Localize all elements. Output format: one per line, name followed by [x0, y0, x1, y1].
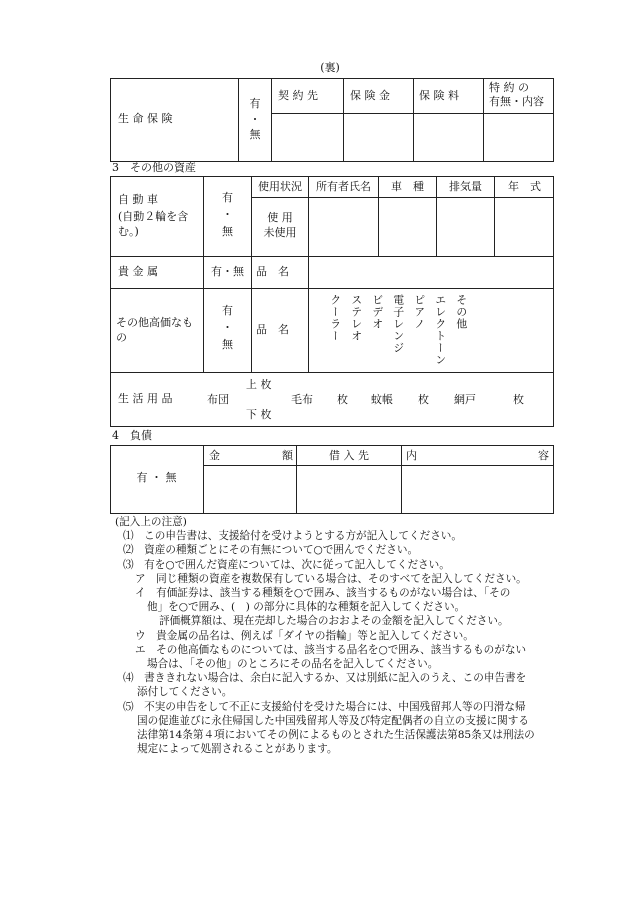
- life-no[interactable]: 無: [249, 128, 261, 141]
- valuables-item-stereo[interactable]: ステレオ: [349, 294, 363, 342]
- car-displacement-field[interactable]: [437, 198, 493, 255]
- life-dot: ・: [249, 113, 261, 126]
- debt-lender-field[interactable]: [297, 466, 400, 513]
- debt-amount-right: 額: [282, 449, 293, 462]
- note-3-u: ウ 貴金属の品名は、例えば「ダイヤの指輪」等と記入してください。: [135, 629, 474, 642]
- life-header-special-bottom: 有無・内容: [489, 95, 544, 108]
- note-2: ⑵ 資産の種類ごとにその有無について○で囲んでください。: [123, 544, 419, 557]
- car-header-type: 車 種: [391, 180, 424, 193]
- life-header-special-top: 特 約 の: [489, 81, 529, 94]
- note-3: ⑶ 有を○で囲んだ資産については、次に従って記入してください。: [123, 558, 450, 571]
- screen-door-label: 網戸: [454, 393, 476, 406]
- valuables-item-other[interactable]: その他: [454, 294, 468, 330]
- metal-label: 貴 金 属: [118, 265, 158, 278]
- note-3-i-line3: 評価概算額は、現在売却した場合のおおよその金額を記入してください。: [159, 615, 509, 628]
- debt-content-field[interactable]: [402, 466, 553, 513]
- debt-amount-field[interactable]: [204, 466, 295, 513]
- car-label-note: (自動２輪を含む。): [118, 210, 189, 238]
- car-header-owner: 所有者氏名: [316, 180, 371, 193]
- car-header-displacement: 排気量: [449, 180, 482, 193]
- life-yes[interactable]: 有: [249, 97, 261, 110]
- debt-lender-header: 借 入 先: [329, 449, 369, 462]
- life-contractor-field[interactable]: [272, 114, 342, 161]
- note-5-line1: ⑸ 不実の申告をして不正に支援給付を受けた場合には、中国残留邦人等の円滑な帰: [123, 700, 526, 713]
- mosquito-net-label: 蚊帳: [371, 393, 393, 406]
- note-1: ⑴ この申告書は、支援給付を受けようとする方が記入してください。: [123, 530, 462, 543]
- metal-yes-no[interactable]: 有・無: [211, 265, 244, 278]
- section-4-heading: 4 負債: [112, 429, 152, 442]
- car-yes[interactable]: 有: [222, 191, 233, 204]
- note-5-line3: 法律第14条第４項においてその例によるものとされた生活保護法第85条又は刑法の: [137, 729, 535, 742]
- car-header-year: 年 式: [508, 180, 541, 193]
- valuables-dot: ・: [222, 321, 233, 334]
- car-header-usage: 使用状況: [258, 180, 302, 193]
- note-3-e-line2: 場合は、「その他」のところにその品名を記入してください。: [147, 658, 439, 671]
- life-special-field[interactable]: [484, 114, 553, 161]
- futon-label: 布団: [207, 393, 229, 406]
- page-marker: (裏): [320, 61, 340, 74]
- valuables-yes[interactable]: 有: [222, 304, 233, 317]
- blanket-label: 毛布: [291, 393, 313, 406]
- car-owner-field[interactable]: [309, 198, 377, 255]
- debt-yes-no[interactable]: 有 ・ 無: [136, 471, 177, 484]
- valuables-item-video[interactable]: ビデオ: [370, 294, 384, 330]
- futon-lower[interactable]: 下 枚: [246, 408, 272, 421]
- notes-heading: (記入上の注意): [115, 516, 187, 528]
- debt-content-right: 容: [538, 449, 549, 462]
- mosquito-net-unit[interactable]: 枚: [418, 393, 429, 406]
- life-premium-field[interactable]: [414, 114, 482, 161]
- life-header-contractor: 契 約 先: [278, 89, 318, 102]
- car-type-field[interactable]: [379, 198, 435, 255]
- screen-door-unit[interactable]: 枚: [513, 393, 524, 406]
- section-3-heading: 3 その他の資産: [112, 161, 196, 174]
- valuables-item-electone[interactable]: エレクトーン: [433, 294, 447, 366]
- metal-name-label: 品 名: [256, 265, 289, 278]
- note-3-e-line1: エ その他高価なものについては、該当する品名を○で囲み、該当するものがない: [135, 643, 527, 656]
- valuables-name-label: 品 名: [256, 323, 289, 336]
- car-use-option[interactable]: 使 用: [267, 211, 293, 224]
- debt-content-left: 内: [406, 449, 417, 462]
- valuables-item-microwave[interactable]: 電子レンジ: [391, 294, 405, 354]
- life-header-premium: 保 険 料: [419, 89, 459, 102]
- life-amount-field[interactable]: [344, 114, 412, 161]
- note-5-line4: 規定によって処罰されることがあります。: [137, 743, 338, 756]
- car-dot: ・: [222, 208, 233, 221]
- car-unused-option[interactable]: 未使用: [263, 226, 297, 239]
- car-year-field[interactable]: [495, 198, 553, 255]
- debt-amount-left: 金: [209, 449, 220, 462]
- note-3-a: ア 同じ種類の資産を複数保有している場合は、そのすべてを記入してください。: [135, 572, 527, 585]
- blanket-unit[interactable]: 枚: [337, 393, 348, 406]
- note-3-i-line1: イ 有価証券は、該当する種類を○で囲み、該当するものがない場合は、「その: [135, 587, 511, 600]
- instructions: [115, 515, 555, 756]
- note-4-line1: ⑷ 書ききれない場合は、余白に記入するか、又は別紙に記入のうえ、この申告書を: [123, 672, 527, 685]
- valuables-no[interactable]: 無: [222, 338, 233, 351]
- valuables-item-piano[interactable]: ピアノ: [412, 294, 426, 330]
- valuables-label: その他高価なもの: [116, 316, 193, 344]
- futon-upper[interactable]: 上 枚: [246, 378, 272, 391]
- valuables-item-cooler[interactable]: クーラー: [328, 294, 342, 342]
- note-4-line2: 添付してください。: [137, 686, 233, 699]
- note-5-line2: 国の促進並びに永住帰国した中国残留邦人等及び特定配偶者の自立の支援に関する: [137, 714, 529, 727]
- life-insurance-label: 生 命 保 険: [118, 112, 173, 125]
- note-3-i-line2: 他」を○で囲み、( ) の部分に具体的な種類を記入してください。: [147, 601, 466, 614]
- metal-name-field[interactable]: [309, 257, 553, 287]
- life-header-amount: 保 険 金: [350, 89, 390, 102]
- car-no[interactable]: 無: [222, 225, 233, 238]
- daily-goods-label: 生 活 用 品: [118, 392, 173, 405]
- car-label: 自 動 車: [118, 193, 158, 206]
